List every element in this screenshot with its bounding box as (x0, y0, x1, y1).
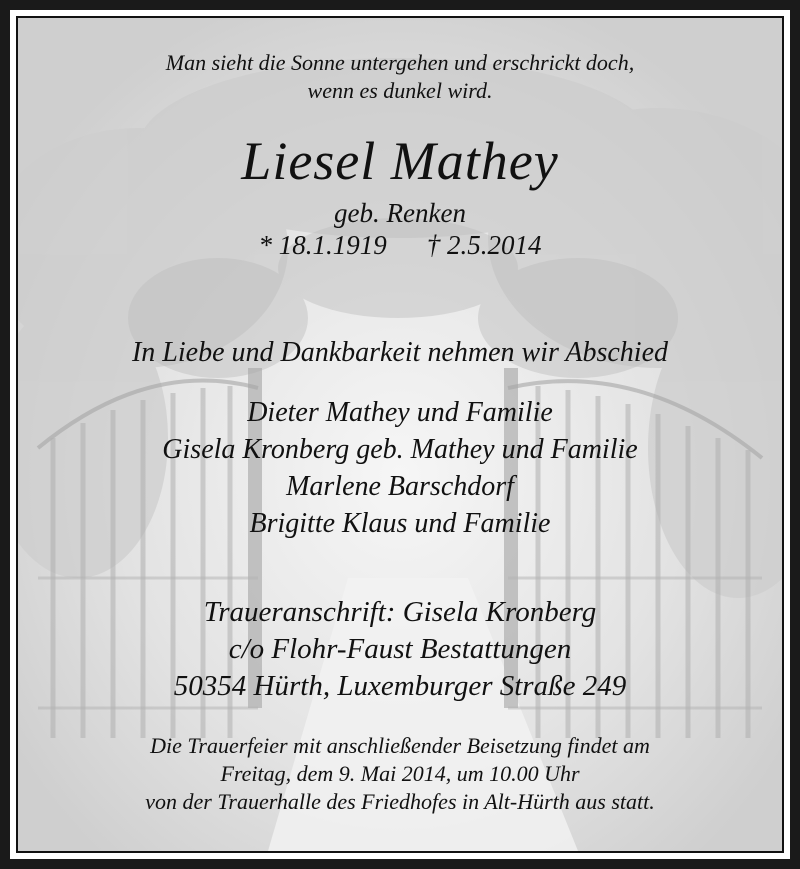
death-date: † 2.5.2014 (426, 230, 542, 260)
mourner-2: Gisela Kronberg geb. Mathey und Familie (162, 434, 638, 465)
notice-frame (10, 10, 790, 859)
birth-date: * 18.1.1919 (258, 230, 387, 260)
mourner-4: Brigitte Klaus und Familie (249, 508, 551, 539)
life-dates (18, 230, 782, 261)
service-line-2: Freitag, dem 9. Mai 2014, um 10.00 Uhr (220, 761, 580, 786)
maiden-name: geb. Renken (334, 198, 466, 228)
notice-panel (16, 16, 784, 853)
service-line-1: Die Trauerfeier mit anschließender Beisetzung findet am (150, 733, 650, 758)
address-line-1: Traueranschrift: Gisela Kronberg (203, 596, 597, 628)
mourner-1: Dieter Mathey und Familie (247, 397, 553, 428)
service-line-3: von der Trauerhalle des Friedhofes in Alt-Hürth aus statt. (145, 789, 655, 814)
deceased-name: Liesel Mathey (241, 131, 559, 191)
quote-line-2: wenn es dunkel wird. (307, 78, 493, 103)
mourner-3: Marlene Barschdorf (286, 471, 514, 502)
quote-line-1: Man sieht die Sonne untergehen und erschrickt doch, (165, 50, 635, 75)
notice-text (18, 18, 782, 851)
address-line-2: c/o Flohr-Faust Bestattungen (228, 633, 572, 665)
address-line-3: 50354 Hürth, Luxemburger Straße 249 (173, 670, 627, 702)
farewell-line: In Liebe und Dankbarkeit nehmen wir Abschied (131, 337, 669, 368)
